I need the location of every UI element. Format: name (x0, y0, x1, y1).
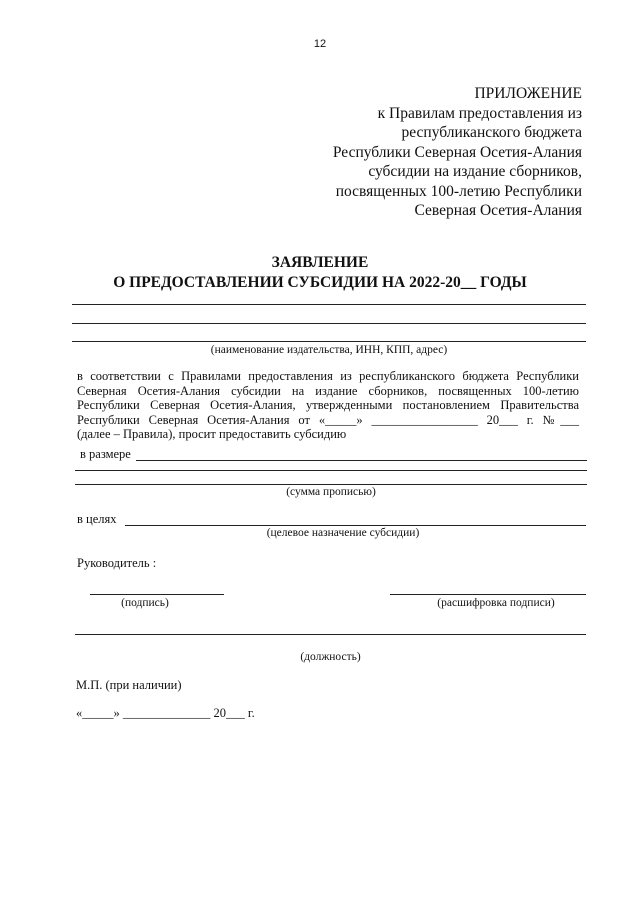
document-subtitle: О ПРЕДОСТАВЛЕНИИ СУБСИДИИ НА 2022-20__ ГОДЫ (113, 274, 527, 291)
paragraph-line: Республики Северная Осетия-Алания, утвержденными постановлением Правительства (77, 398, 579, 413)
signature-caption: (подпись) (121, 597, 169, 609)
appendix-line: Республики Северная Осетия-Алания (332, 143, 582, 161)
appendix-line: Северная Осетия-Алания (414, 202, 582, 219)
amount-caption: (сумма прописью) (286, 486, 376, 498)
date-line[interactable]: «_____» ______________ 20___ г. (76, 706, 255, 720)
amount-blank-line[interactable] (136, 460, 587, 461)
appendix-line: субсидии на издание сборников, (368, 163, 582, 180)
decoding-caption: (расшифровка подписи) (437, 597, 555, 609)
position-caption: (должность) (300, 651, 361, 663)
amount-label: в размере (80, 447, 131, 461)
publisher-blank-line[interactable] (72, 341, 586, 342)
publisher-blank-line[interactable] (72, 323, 586, 324)
paragraph-line: (далее – Правила), просит предоставить субсидию (77, 427, 347, 442)
amount-blank-line[interactable] (75, 484, 587, 485)
position-blank-line[interactable] (75, 634, 586, 635)
paragraph-line: Республики Северная Осетия-Алания от «_____» _________________ 20___ г. №___ (77, 412, 579, 427)
head-label: Руководитель : (77, 556, 157, 570)
document-title: ЗАЯВЛЕНИЕ (271, 254, 369, 271)
appendix-line: республиканского бюджета (401, 124, 582, 141)
publisher-blank-line[interactable] (72, 304, 586, 305)
page-number: 12 (313, 38, 327, 50)
purpose-blank-line[interactable] (125, 525, 586, 526)
appendix-line: к Правилам предоставления из (377, 104, 582, 122)
decoding-blank-line[interactable] (390, 594, 586, 595)
amount-blank-line[interactable] (75, 470, 587, 471)
appendix-line: ПРИЛОЖЕНИЕ (474, 85, 582, 102)
seal-label: М.П. (при наличии) (76, 678, 182, 692)
signature-blank-line[interactable] (90, 594, 224, 595)
publisher-caption: (наименование издательства, ИНН, КПП, адрес) (210, 344, 448, 356)
appendix-block (333, 84, 582, 221)
request-paragraph (77, 369, 579, 442)
appendix-line: посвященных 100-летию Республики (335, 182, 582, 200)
purpose-caption: (целевое назначение субсидии) (266, 527, 420, 539)
paragraph-line: в соответствии с Правилами предоставления из республиканского бюджета Республики (77, 369, 579, 383)
paragraph-line: Северная Осетия-Алания субсидии на издание сборников, посвященных 100-летию (77, 383, 579, 398)
purpose-label: в целях (77, 512, 117, 526)
